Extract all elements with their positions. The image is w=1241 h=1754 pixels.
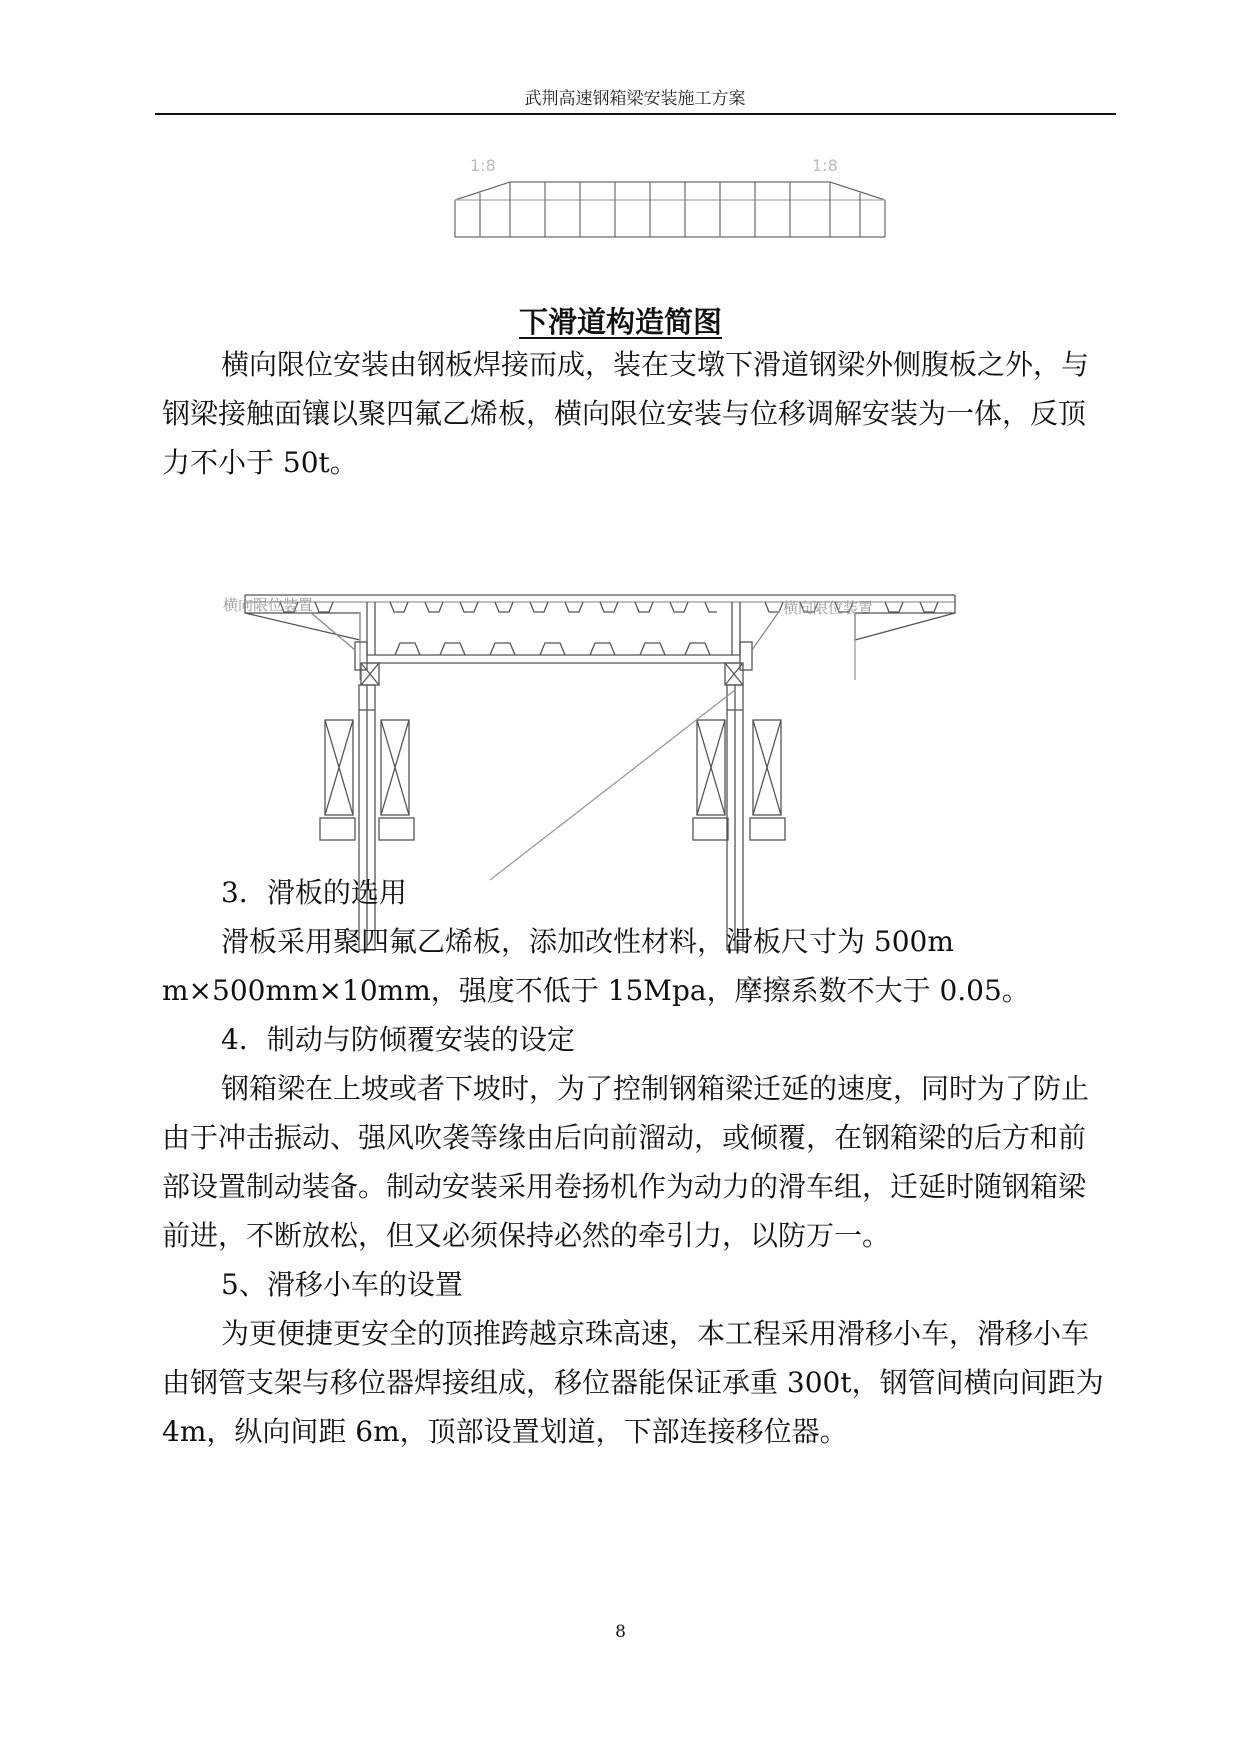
section-4-body: 钢箱梁在上坡或者下坡时，为了控制钢箱梁迁延的速度，同时为了防止由于冲击振动、强风吹袭等缘由后向前溜动，或倾覆，在钢箱梁的后方和前部设置制动装备。制动安装采用卷扬机作为动力的滑车组，迁延时随钢箱梁前进，不断放松，但又必须保持必然的牵引力，以防万一。	[162, 1072, 1090, 1252]
page-header: 武荆高速钢箱梁安装施工方案	[524, 89, 746, 109]
section-5-heading: 5、滑移小车的设置	[221, 1268, 463, 1301]
page-number: 8	[615, 1622, 626, 1642]
figure-caption: 下滑道构造简图	[518, 305, 722, 339]
section-5-body: 为更便捷更安全的顶推跨越京珠高速，本工程采用滑移小车，滑移小车由钢管支架与移位器焊接组成，移位器能保证承重 300t，钢管间横向间距为 4m，纵向间距 6m，顶部设置划道，下部连接移位器。	[162, 1317, 1104, 1448]
slope-label-left: 1:8	[470, 156, 496, 175]
slope-label-right: 1:8	[812, 156, 838, 175]
header-rule	[155, 113, 1116, 115]
lateral-limit-label-left: 横向限位装置	[223, 596, 314, 614]
paragraph-lateral-limit: 横向限位安装由钢板焊接而成，装在支墩下滑道钢梁外侧腹板之外，与钢梁接触面镶以聚四氟乙烯板，横向限位安装与位移调解安装为一体，反顶力不小于 50t。	[162, 348, 1090, 479]
slideway-structure-figure	[440, 155, 900, 275]
section-3-heading: 3．滑板的选用	[221, 876, 407, 909]
lateral-limit-label-right: 横向限位装置	[783, 599, 874, 617]
section-3-body: 滑板采用聚四氟乙烯板，添加改性材料，滑板尺寸为 500m m×500mm×10mm，强度不低于 15Mpa，摩擦系数不大于 0.05。	[162, 925, 1030, 1007]
section-4-heading: 4．制动与防倾覆安装的设定	[221, 1023, 575, 1056]
